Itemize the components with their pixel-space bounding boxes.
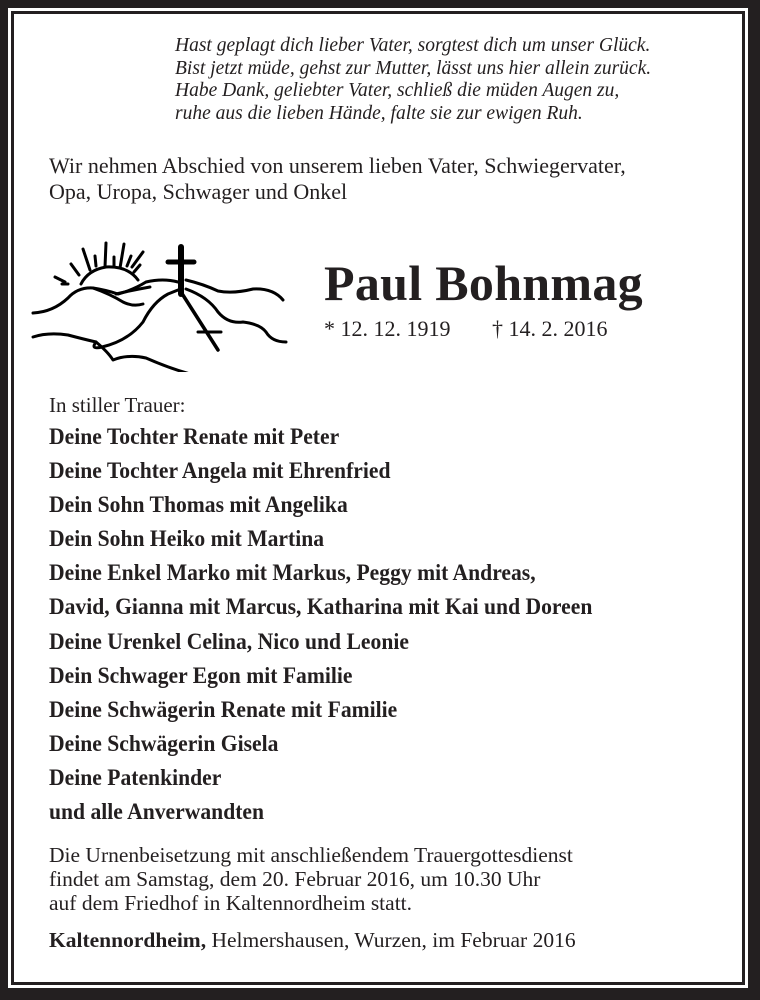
farewell-intro <box>49 153 626 205</box>
signoff-place: Kaltennordheim, <box>49 928 207 952</box>
mourner-entry: Deine Schwägerin Gisela <box>49 730 279 757</box>
death-date: † 14. 2. 2016 <box>492 316 608 341</box>
signoff-rest: Helmershausen, Wurzen, im Februar 2016 <box>206 928 576 952</box>
poem-line: Bist jetzt müde, gehst zur Mutter, lässt uns hier allein zurück. <box>175 57 652 79</box>
poem-line: ruhe aus die lieben Hände, falte sie zur ewigen Ruh. <box>175 102 583 124</box>
sunrise-hills-cross-icon <box>28 232 298 372</box>
sun-rays-icon <box>55 243 143 284</box>
intro-line: Wir nehmen Abschied von unserem lieben Vater, Schwiegervater, <box>49 153 626 178</box>
hills-icon <box>33 280 286 372</box>
deceased-name: Paul Bohnmag <box>324 255 643 311</box>
mourner-entry: Deine Enkel Marko mit Markus, Peggy mit Andreas, <box>49 560 536 587</box>
mourner-entry: Deine Schwägerin Renate mit Familie <box>49 696 398 723</box>
mourner-entry: Dein Schwager Egon mit Familie <box>49 662 353 689</box>
cross-icon <box>168 247 221 350</box>
mourner-entry: Dein Sohn Thomas mit Angelika <box>49 492 348 519</box>
mourner-entry: Deine Urenkel Celina, Nico und Leonie <box>49 628 409 655</box>
mourner-entry: Deine Tochter Renate mit Peter <box>49 424 340 450</box>
poem-line: Habe Dank, geliebter Vater, schließ die müden Augen zu, <box>175 80 620 101</box>
intro-line: Opa, Uropa, Schwager und Onkel <box>49 179 348 204</box>
poem-line: Hast geplagt dich lieber Vater, sorgtest dich um unser Glück. <box>175 35 651 56</box>
signoff <box>49 928 576 952</box>
funeral-line: Die Urnenbeisetzung mit anschließendem Trauergottesdienst <box>49 843 573 867</box>
funeral-line: auf dem Friedhof in Kaltennordheim statt. <box>49 891 413 915</box>
birth-date: * 12. 12. 1919 <box>324 316 451 341</box>
mourners-list <box>49 420 592 829</box>
mourner-entry: David, Gianna mit Marcus, Katharina mit Kai und Doreen <box>49 594 593 621</box>
mourning-label: In stiller Trauer: <box>49 393 186 417</box>
mourner-entry: und alle Anverwandten <box>49 799 265 826</box>
funeral-line: findet am Samstag, dem 20. Februar 2016, um 10.30 Uhr <box>49 867 541 891</box>
life-dates <box>324 316 608 342</box>
mourner-entry: Deine Tochter Angela mit Ehrenfried <box>49 458 391 485</box>
funeral-details <box>49 843 573 915</box>
poem <box>175 35 651 125</box>
mourner-entry: Dein Sohn Heiko mit Martina <box>49 526 325 553</box>
mourner-entry: Deine Patenkinder <box>49 764 222 791</box>
